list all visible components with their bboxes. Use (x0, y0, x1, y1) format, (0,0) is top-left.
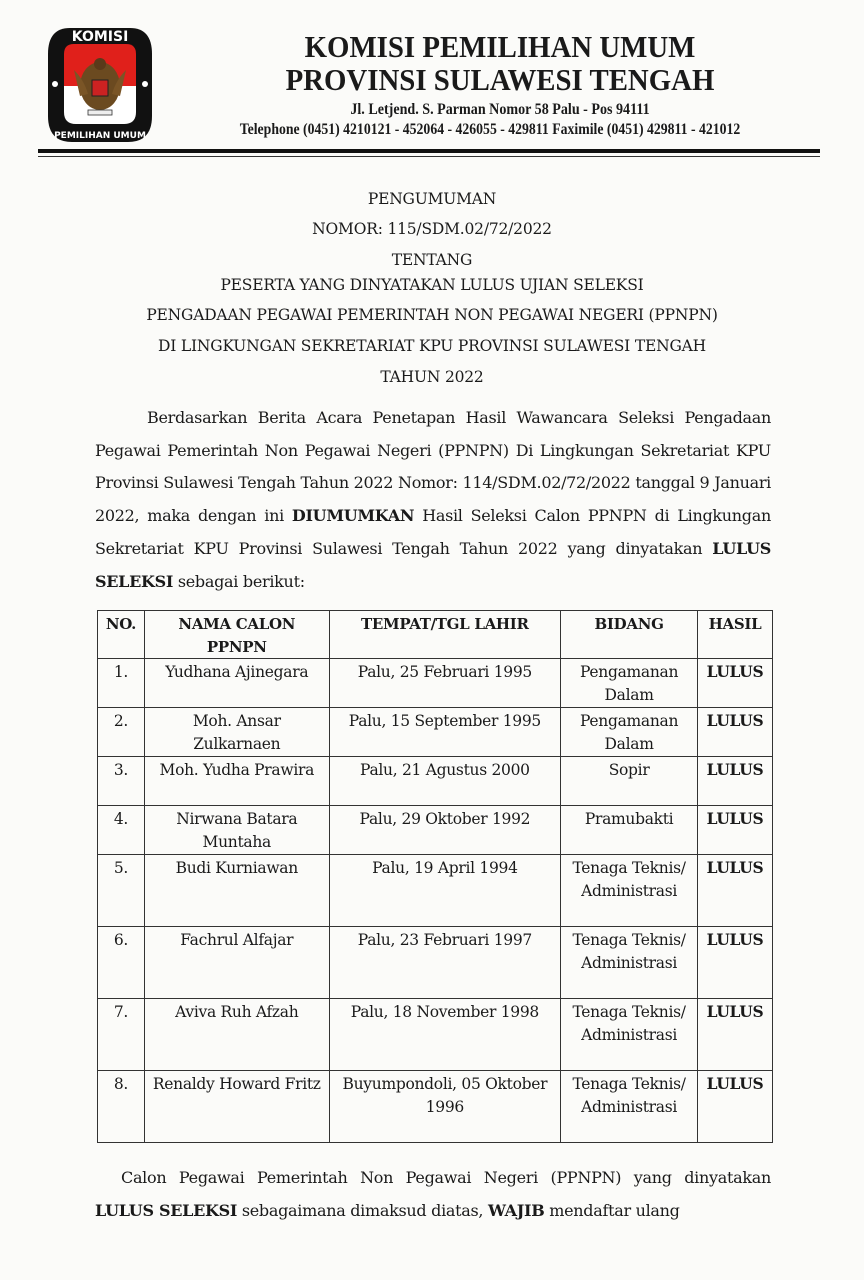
cell-hasil: LULUS (698, 659, 773, 708)
cell-nama: Fachrul Alfajar (144, 927, 329, 999)
kpu-logo (40, 24, 160, 146)
cell-nama: Budi Kurniawan (144, 855, 329, 927)
header-hasil: HASIL (698, 611, 773, 659)
table-row (98, 757, 773, 806)
cell-bidang: Tenaga Teknis/ Administrasi (561, 855, 698, 927)
agency-address: Jl. Letjend. S. Parman Nomor 58 Palu - Pos 94111 (350, 101, 650, 118)
announcement-subject-line: TAHUN 2022 (380, 368, 484, 386)
cell-hasil: LULUS (698, 999, 773, 1071)
cell-bidang: Tenaga Teknis/ Administrasi (561, 1071, 698, 1143)
announcement-number: NOMOR: 115/SDM.02/72/2022 (312, 220, 552, 238)
cell-ttl: Palu, 23 Februari 1997 (329, 927, 561, 999)
agency-province: PROVINSI SULAWESI TENGAH (285, 62, 715, 97)
cell-no: 4. (98, 806, 145, 855)
intro-text: Hasil Seleksi Calon PPNPN di Lingkungan Sekretariat KPU Provinsi Sulawesi Tengah Tahun 2022 yang dinyatakan (95, 506, 771, 558)
table-header-row (98, 611, 773, 659)
table-row (98, 927, 773, 999)
logo-text-bottom: PEMILIHAN UMUM (54, 131, 146, 141)
cell-bidang: Pengamanan Dalam (561, 708, 698, 757)
header-no: NO. (98, 611, 145, 659)
intro-bold: LULUS SELEKSI (95, 538, 771, 591)
cell-hasil: LULUS (698, 757, 773, 806)
table-row (98, 708, 773, 757)
header-nama: NAMA CALON PPNPN (144, 611, 329, 659)
cell-no: 7. (98, 999, 145, 1071)
cell-no: 6. (98, 927, 145, 999)
cell-nama: Moh. Ansar Zulkarnaen (144, 708, 329, 757)
closing-bold: WAJIB (488, 1200, 545, 1220)
announcement-subject-line: PESERTA YANG DINYATAKAN LULUS UJIAN SELEKSI (220, 276, 644, 294)
announcement-about: TENTANG (391, 251, 473, 269)
cell-hasil: LULUS (698, 927, 773, 999)
cell-bidang: Sopir (561, 757, 698, 806)
cell-nama: Yudhana Ajinegara (144, 659, 329, 708)
cell-bidang: Pramubakti (561, 806, 698, 855)
cell-no: 3. (98, 757, 145, 806)
cell-bidang: Tenaga Teknis/ Administrasi (561, 999, 698, 1071)
table-row (98, 1071, 773, 1143)
cell-ttl: Palu, 25 Februari 1995 (329, 659, 561, 708)
header-bidang: BIDANG (561, 611, 698, 659)
cell-nama: Aviva Ruh Afzah (144, 999, 329, 1071)
cell-ttl: Palu, 19 April 1994 (329, 855, 561, 927)
cell-no: 8. (98, 1071, 145, 1143)
cell-bidang: Tenaga Teknis/ Administrasi (561, 927, 698, 999)
cell-no: 1. (98, 659, 145, 708)
table-row (98, 659, 773, 708)
announcement-type: PENGUMUMAN (367, 190, 497, 208)
intro-text: sebagai berikut: (177, 571, 305, 591)
cell-hasil: LULUS (698, 806, 773, 855)
intro-paragraph (95, 402, 771, 598)
cell-ttl: Palu, 29 Oktober 1992 (329, 806, 561, 855)
agency-name: KOMISI PEMILIHAN UMUM (304, 29, 696, 64)
cell-ttl: Buyumpondoli, 05 Oktober 1996 (329, 1071, 561, 1143)
closing-paragraph (95, 1162, 771, 1227)
cell-ttl: Palu, 21 Agustus 2000 (329, 757, 561, 806)
table-row (98, 855, 773, 927)
closing-text: sebagaimana dimaksud diatas, (241, 1200, 484, 1220)
header-ttl: TEMPAT/TGL LAHIR (329, 611, 561, 659)
closing-text: Calon Pegawai Pemerintah Non Pegawai Negeri (PPNPN) yang dinyatakan (121, 1168, 771, 1187)
cell-hasil: LULUS (698, 1071, 773, 1143)
table-row (98, 806, 773, 855)
letterhead-rule-thin (38, 156, 820, 157)
logo-text-top: KOMISI (71, 29, 129, 45)
agency-phone: Telephone (0451) 4210121 - 452064 - 426055 - 429811 Faximile (0451) 429811 - 421012 (239, 121, 741, 138)
intro-bold: DIUMUMKAN (291, 506, 415, 526)
cell-nama: Moh. Yudha Prawira (144, 757, 329, 806)
cell-ttl: Palu, 18 November 1998 (329, 999, 561, 1071)
intro-text: Berdasarkan Berita Acara Penetapan Hasil Wawancara Seleksi Pengadaan Pegawai Pemerintah Non Pegawai Negeri (PPNPN) Di Lingkungan Sekretariat KPU Provinsi Sulawesi Tengah Tahun 2022 Nomor: 114/SDM.02/72/2022 tanggal 9 Januari 2022, maka dengan ini (95, 408, 771, 526)
cell-no: 2. (98, 708, 145, 757)
announcement-subject-line: PENGADAAN PEGAWAI PEMERINTAH NON PEGAWAI NEGERI (PPNPN) (146, 306, 718, 324)
letterhead-rule-thick (38, 149, 820, 153)
closing-text: mendaftar ulang (549, 1200, 680, 1220)
cell-no: 5. (98, 855, 145, 927)
announcement-subject-line: DI LINGKUNGAN SEKRETARIAT KPU PROVINSI SULAWESI TENGAH (158, 337, 706, 355)
cell-ttl: Palu, 15 September 1995 (329, 708, 561, 757)
cell-nama: Nirwana Batara Muntaha (144, 806, 329, 855)
cell-hasil: LULUS (698, 708, 773, 757)
cell-bidang: Pengamanan Dalam (561, 659, 698, 708)
closing-bold: LULUS SELEKSI (95, 1200, 238, 1220)
cell-hasil: LULUS (698, 855, 773, 927)
results-table (97, 610, 773, 1143)
table-row (98, 999, 773, 1071)
cell-nama: Renaldy Howard Fritz (144, 1071, 329, 1143)
